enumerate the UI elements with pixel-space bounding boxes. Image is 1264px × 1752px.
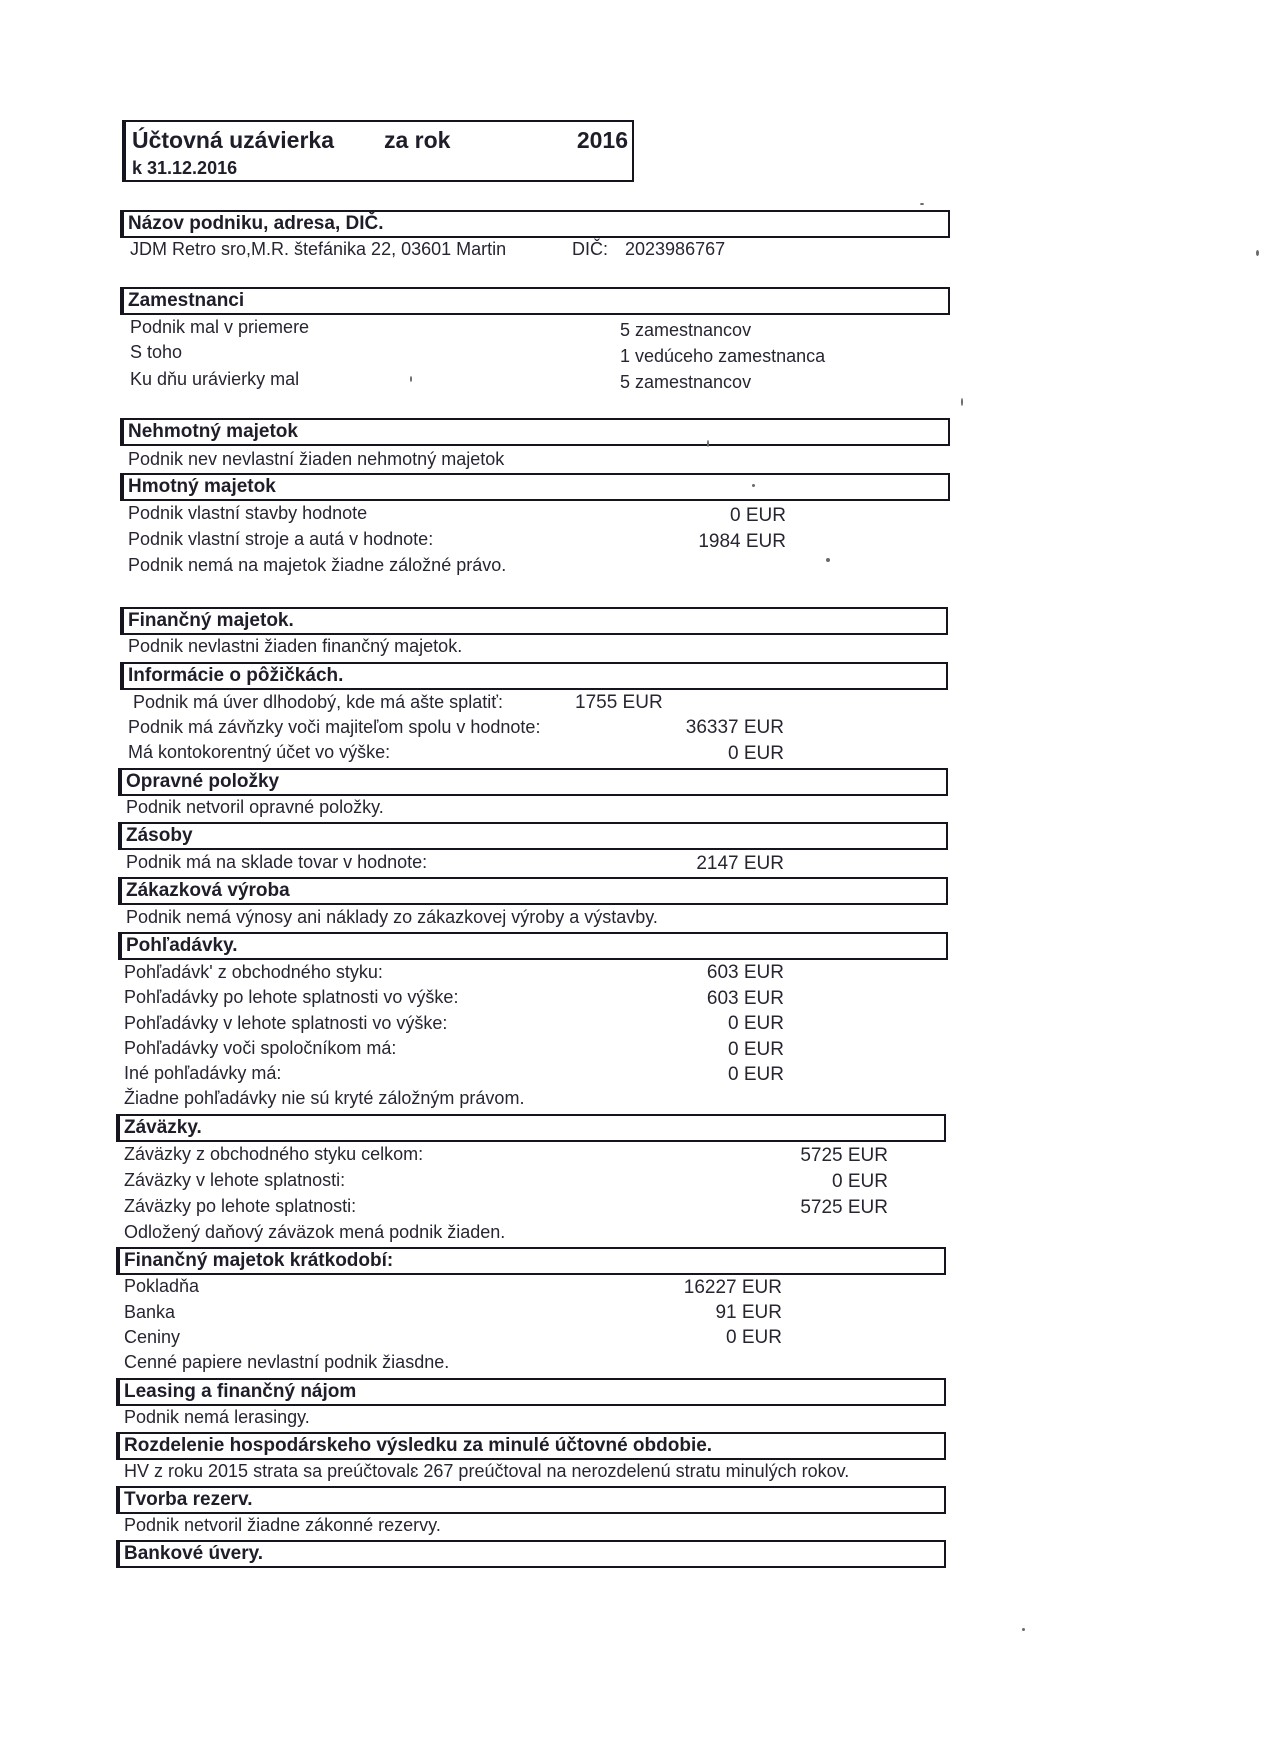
receivables-row-label: Pohľadávky v lehote splatnosti vo výške: xyxy=(124,1013,448,1033)
scan-speck xyxy=(752,484,755,487)
short-term-row-value: 0 EUR xyxy=(726,1327,782,1348)
receivables-row-value: 0 EUR xyxy=(728,1064,784,1085)
title-year: 2016 xyxy=(576,127,628,153)
profit-distribution-text: HV z roku 2015 strata sa preúčtovalɛ 267 preúčtoval na nerozdelenú stratu minulých rokov. xyxy=(124,1461,850,1481)
reserves-text: Podnik netvoril žiadne zákonné rezervy. xyxy=(124,1515,441,1535)
loans-row-label: Podnik má závňzky voči majiteľom spolu v hodnote: xyxy=(128,717,541,737)
tangible-row-value: 1984 EUR xyxy=(698,531,786,552)
section-header-corrections: Opravné položky xyxy=(118,768,948,796)
short-term-row-value: 91 EUR xyxy=(715,1302,782,1323)
corrections-text: Podnik netvoril opravné položky. xyxy=(126,797,384,817)
short-term-row-value: 16227 EUR xyxy=(683,1277,782,1298)
section-header-financial-assets: Finančný majetok. xyxy=(120,607,948,635)
scan-speck xyxy=(707,440,709,447)
tangible-row-label: Podnik vlastní stavby hodnote xyxy=(128,503,368,523)
liabilities-row-value: 5725 EUR xyxy=(800,1197,888,1218)
section-header-employees: Zamestnanci xyxy=(120,287,950,315)
company-dic-label: DIČ: xyxy=(572,239,608,259)
section-header-reserves: Tvorba rezerv. xyxy=(116,1486,946,1514)
employees-row-label: Ku dňu urávierky mal xyxy=(130,369,300,389)
inventory-label: Podnik má na sklade tovar v hodnote: xyxy=(126,852,428,872)
title-box xyxy=(122,120,634,182)
scan-speck xyxy=(1256,250,1259,256)
intangible-text: Podnik nev nevlastní žiaden nehmotný majetok xyxy=(128,449,505,469)
employees-row-value: 5 zamestnancov xyxy=(620,372,752,392)
short-term-row-label: Ceniny xyxy=(124,1327,181,1347)
inventory-value: 2147 EUR xyxy=(696,853,784,874)
scan-speck xyxy=(920,203,924,205)
section-header-tangible: Hmotný majetok xyxy=(120,473,950,501)
document-title: Účtovná uzávierka xyxy=(132,127,334,153)
loans-line1-value: 1755 EUR xyxy=(575,692,663,713)
company-line: JDM Retro sro,M.R. štefánika 22, 03601 Martin xyxy=(130,239,507,259)
scan-speck xyxy=(410,376,412,382)
section-header-company: Názov podniku, adresa, DIČ. xyxy=(120,210,950,238)
receivables-row-label: Iné pohľadávky má: xyxy=(124,1063,282,1083)
receivables-note: Žiadne pohľadávky nie sú kryté záložným právom. xyxy=(124,1088,525,1108)
title-date: k 31.12.2016 xyxy=(132,158,238,178)
financial-assets-text: Podnik nevlastni žiaden finančný majetok. xyxy=(128,636,463,656)
receivables-row-label: Pohľadávky voči spoločníkom má: xyxy=(124,1038,397,1058)
liabilities-row-value: 5725 EUR xyxy=(800,1145,888,1166)
liabilities-row-label: Záväzky po lehote splatnosti: xyxy=(124,1196,357,1216)
section-header-profit-distribution: Rozdelenie hospodárskeho výsledku za minulé účtovné obdobie. xyxy=(116,1432,946,1460)
scan-speck xyxy=(1022,1628,1025,1631)
receivables-row-label: Pohľadávky po lehote splatnosti vo výške: xyxy=(124,987,459,1007)
liabilities-row-value: 0 EUR xyxy=(832,1171,888,1192)
loans-row-label: Má kontokorentný účet vo výške: xyxy=(128,742,391,762)
receivables-row-value: 0 EUR xyxy=(728,1013,784,1034)
section-header-bank-loans: Bankové úvery. xyxy=(116,1540,946,1568)
receivables-row-value: 603 EUR xyxy=(706,962,784,983)
contract-production-text: Podnik nemá výnosy ani náklady zo zákazkovej výroby a výstavby. xyxy=(126,907,658,927)
loans-row-value: 0 EUR xyxy=(728,743,784,764)
section-header-leasing: Leasing a finančný nájom xyxy=(116,1378,946,1406)
receivables-row-label: Pohľadávk' z obchodného styku: xyxy=(124,962,383,982)
employees-row-value: 5 zamestnancov xyxy=(620,320,752,340)
loans-line1: Podnik má úver dlhodobý, kde má ašte splatiť: xyxy=(133,692,503,712)
employees-row-value: 1 vedúceho zamestnanca xyxy=(620,346,826,366)
scan-speck xyxy=(826,558,830,562)
liabilities-row-label: Záväzky v lehote splatnosti: xyxy=(124,1170,346,1190)
employees-row-label: Podnik mal v priemere xyxy=(130,317,310,337)
loans-row-value: 36337 EUR xyxy=(685,717,784,738)
short-term-note: Cenné papiere nevlastní podnik žiasdne. xyxy=(124,1352,450,1372)
liabilities-note: Odložený daňový záväzok mená podnik žiaden. xyxy=(124,1222,506,1242)
section-header-receivables: Pohľadávky. xyxy=(118,932,948,960)
section-header-short-term-financial: Finančný majetok krátkodobí: xyxy=(116,1247,946,1275)
section-header-contract-production: Zákazková výroba xyxy=(118,877,948,905)
tangible-row-value: 0 EUR xyxy=(730,505,786,526)
tangible-row-label: Podnik vlastní stroje a autá v hodnote: xyxy=(128,529,434,549)
company-dic-value: 2023986767 xyxy=(625,239,726,259)
short-term-row-label: Banka xyxy=(124,1302,176,1322)
section-header-intangible: Nehmotný majetok xyxy=(120,418,950,446)
short-term-row-label: Pokladňa xyxy=(124,1276,200,1296)
scan-speck xyxy=(961,398,963,406)
tangible-note: Podnik nemá na majetok žiadne záložné právo. xyxy=(128,555,507,575)
section-header-inventory: Zásoby xyxy=(118,822,948,850)
section-header-loans: Informácie o pôžičkách. xyxy=(120,662,948,690)
section-header-liabilities: Záväzky. xyxy=(116,1114,946,1142)
receivables-row-value: 0 EUR xyxy=(728,1039,784,1060)
liabilities-row-label: Záväzky z obchodného styku celkom: xyxy=(124,1144,424,1164)
employees-row-label: S toho xyxy=(130,342,183,362)
title-za-rok: za rok xyxy=(384,127,451,153)
receivables-row-value: 603 EUR xyxy=(706,988,784,1009)
leasing-text: Podnik nemá lerasingy. xyxy=(124,1407,310,1427)
